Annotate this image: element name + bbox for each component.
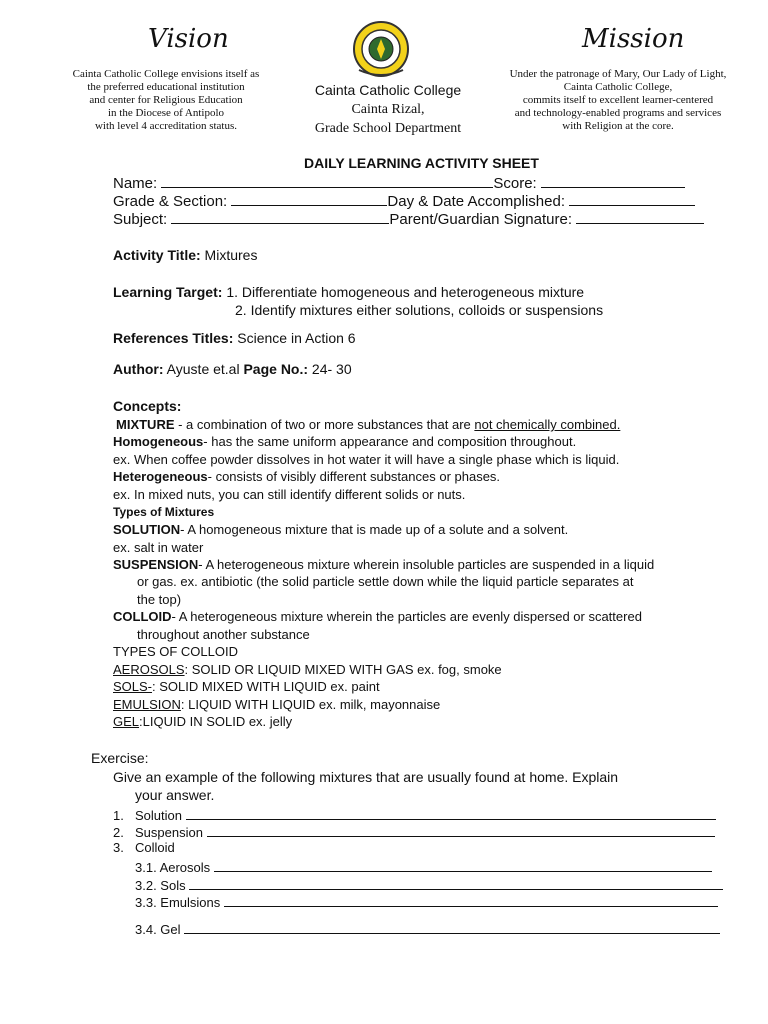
subitem-label: 3.4. Gel: [135, 922, 181, 937]
vision-line: and center for Religious Education: [89, 94, 243, 106]
colloid-sols: [113, 679, 380, 694]
answer-line-gel[interactable]: [184, 919, 720, 934]
vision-line: in the Diocese of Antipolo: [107, 107, 225, 119]
solution-term: SOLUTION: [113, 522, 181, 537]
concept-homogeneous: [113, 434, 576, 449]
concepts-heading: Concepts:: [113, 398, 182, 414]
answer-line-sols[interactable]: [189, 875, 723, 890]
suspension-term: SUSPENSION: [113, 557, 199, 572]
subitem-label: 3.2. Sols: [135, 878, 186, 893]
page-label: Page No.: [243, 361, 304, 377]
gel-def: :LIQUID IN SOLID ex. jelly: [139, 714, 293, 729]
mission-line: commits itself to excellent learner-centered: [522, 94, 714, 106]
mixture-underlined: not chemically combined.: [474, 417, 621, 432]
activity-title-row: Activity Title: Mixtures: [113, 247, 258, 263]
item-label: Solution: [135, 808, 182, 823]
concept-suspension: [113, 557, 654, 572]
suspension-def-3: the top): [137, 592, 182, 607]
exercise-instruction-1: Give an example of the following mixtures that are usually found at home. Explain: [113, 769, 619, 785]
vision-line: with level 4 accreditation status.: [94, 120, 238, 132]
answer-line-emulsions[interactable]: [224, 892, 718, 907]
score-field[interactable]: [541, 173, 685, 188]
learning-target-label: Learning Target: [113, 284, 218, 300]
concept-solution: [113, 522, 568, 537]
mission-line: Under the patronage of Mary, Our Lady of Light,: [509, 68, 727, 80]
school-header: [288, 81, 488, 138]
learning-target-row: Learning Target: 1. Differentiate homogeneous and heterogeneous mixture: [113, 284, 585, 300]
school-seal-icon: [352, 20, 410, 78]
mixture-def: - a combination of two or more substances that are: [174, 417, 475, 432]
grade-field[interactable]: [231, 191, 387, 206]
mission-line: Cainta Catholic College,: [563, 81, 673, 93]
learning-target-1: 1. Differentiate homogeneous and heterogeneous mixture: [222, 284, 585, 300]
solution-example: ex. salt in water: [113, 540, 204, 555]
homogeneous-example: ex. When coffee powder dissolves in hot water it will have a single phase which is liquid.: [113, 452, 620, 467]
colloid-term: COLLOID: [113, 609, 172, 624]
homogeneous-term: Homogeneous: [113, 434, 204, 449]
mission-line: with Religion at the core.: [562, 120, 674, 132]
score-label: Score:: [493, 175, 537, 192]
day-field[interactable]: [569, 191, 695, 206]
activity-title-value: Mixtures: [200, 247, 258, 263]
references-row: References Titles: Science in Action 6: [113, 330, 356, 346]
exercise-instruction-2: your answer.: [135, 787, 215, 803]
sheet-title: DAILY LEARNING ACTIVITY SHEET: [304, 155, 539, 171]
subject-row: [113, 209, 704, 228]
sols-def: : SOLID MIXED WITH LIQUID ex. paint: [152, 679, 380, 694]
exercise-item-solution: [113, 805, 716, 823]
item-number: 2.: [113, 825, 124, 840]
colloid-emulsion: [113, 697, 440, 712]
mission-text: [508, 68, 728, 133]
heterogeneous-example: ex. In mixed nuts, you can still identify different solids or nuts.: [113, 487, 466, 502]
suspension-def-1: - A heterogeneous mixture wherein insoluble particles are suspended in a liquid: [198, 557, 655, 572]
answer-line-aerosols[interactable]: [214, 857, 712, 872]
vision-title: Vision: [148, 24, 229, 54]
concept-mixture: [116, 417, 620, 432]
exercise-item-suspension: [113, 822, 715, 840]
parent-label: Parent/Guardian Signature:: [389, 211, 572, 228]
types-of-colloid-heading: TYPES OF COLLOID: [113, 644, 238, 659]
mixture-term: MIXTURE: [116, 417, 175, 432]
gel-term: GEL: [113, 714, 140, 729]
concept-heterogeneous: [113, 469, 500, 484]
vision-text: [66, 68, 266, 133]
mission-line: and technology-enabled programs and services: [514, 107, 722, 119]
answer-line-suspension[interactable]: [207, 822, 715, 837]
exercise-subitem-sols: [135, 875, 723, 893]
exercise-heading: Exercise:: [91, 750, 149, 766]
author-label: Author: [113, 361, 159, 377]
types-of-mixtures-heading: Types of Mixtures: [113, 505, 215, 519]
subitem-label: 3.1. Aerosols: [135, 860, 211, 875]
learning-target-2: 2. Identify mixtures either solutions, colloids or suspensions: [235, 302, 604, 318]
exercise-subitem-gel: [135, 919, 720, 937]
vision-line: Cainta Catholic College envisions itself as: [72, 68, 260, 80]
heterogeneous-def: - consists of visibly different substances or phases.: [207, 469, 501, 484]
mission-title: Mission: [582, 24, 685, 54]
item-label: Suspension: [135, 825, 203, 840]
colloid-def-2: throughout another substance: [137, 627, 310, 642]
day-label: Day & Date Accomplished:: [387, 193, 565, 210]
name-field[interactable]: [161, 173, 493, 188]
author-value: Ayuste et.al: [163, 361, 244, 377]
aerosols-def: : SOLID OR LIQUID MIXED WITH GAS ex. fog, smoke: [184, 662, 502, 677]
subject-field[interactable]: [171, 209, 389, 224]
answer-line-solution[interactable]: [186, 805, 716, 820]
aerosols-term: AEROSOLS: [113, 662, 185, 677]
homogeneous-def: - has the same uniform appearance and composition throughout.: [203, 434, 577, 449]
heterogeneous-term: Heterogeneous: [113, 469, 208, 484]
concepts-heading-text: Concepts: [113, 398, 177, 414]
exercise-subitem-emulsions: [135, 892, 718, 910]
school-location: Cainta Rizal,: [351, 102, 425, 117]
subitem-label: 3.3. Emulsions: [135, 895, 221, 910]
grade-label: Grade & Section:: [113, 193, 228, 210]
vision-line: the preferred educational institution: [87, 81, 245, 93]
school-department: Grade School Department: [314, 121, 462, 136]
emulsion-term: EMULSION: [113, 697, 181, 712]
name-row: [113, 173, 685, 192]
name-label: Name:: [113, 175, 158, 192]
colloid-def-1: - A heterogeneous mixture wherein the particles are evenly dispersed or scattered: [171, 609, 642, 624]
exercise-subitem-aerosols: [135, 857, 712, 875]
solution-def: - A homogeneous mixture that is made up of a solute and a solvent.: [180, 522, 569, 537]
item-label: Colloid: [135, 840, 175, 855]
item-number: 1.: [113, 808, 124, 823]
school-name: Cainta Catholic College: [314, 82, 462, 98]
references-value: Science in Action 6: [233, 330, 356, 346]
grade-row: [113, 191, 695, 210]
emulsion-def: : LIQUID WITH LIQUID ex. milk, mayonnaise: [180, 697, 441, 712]
item-number: 3.: [113, 840, 124, 855]
sols-term: SOLS-: [113, 679, 153, 694]
concept-colloid: [113, 609, 642, 624]
page-value: 24- 30: [308, 361, 352, 377]
colloid-aerosols: [113, 662, 502, 677]
references-label: References Titles: [113, 330, 229, 346]
colloid-gel: [113, 714, 292, 729]
suspension-def-2: or gas. ex. antibiotic (the solid particle settle down while the liquid particle separates at: [137, 574, 634, 589]
parent-field[interactable]: [576, 209, 704, 224]
activity-title-label: Activity Title: [113, 247, 196, 263]
exercise-item-colloid: [113, 840, 175, 855]
author-row: Author: Ayuste et.al Page No.: 24- 30: [113, 361, 352, 377]
subject-label: Subject:: [113, 211, 168, 228]
